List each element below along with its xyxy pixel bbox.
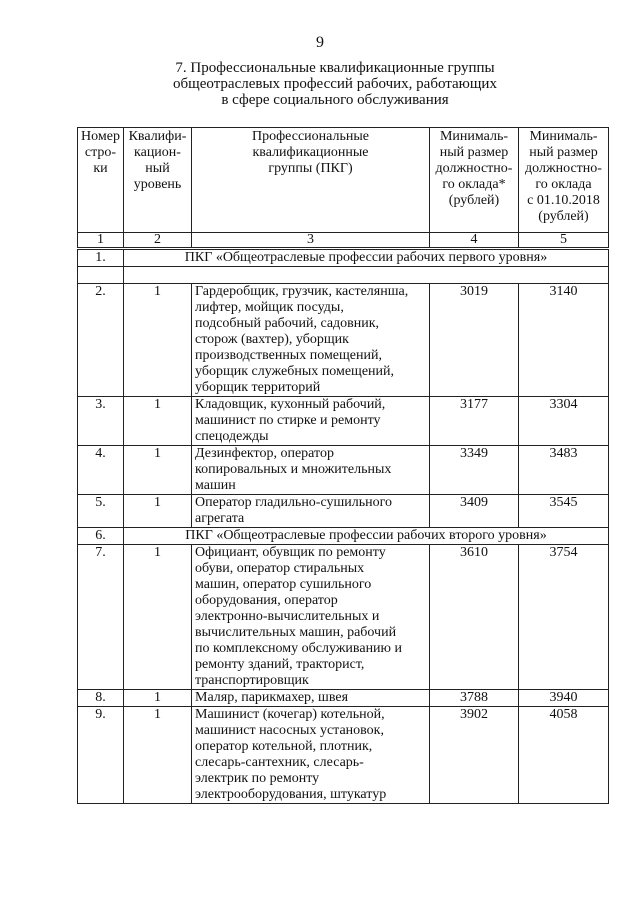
profession-line: электрик по ремонту [195,771,320,786]
profession-line: машин, оператор сушильного [195,577,372,592]
profession-list [192,690,430,707]
header-line: Профессиональные [252,129,369,144]
header-line: группы (ПКГ) [268,161,353,176]
profession-list [192,707,430,804]
column-header-row-number [78,128,124,233]
row-number: 5. [78,495,124,528]
header-line: Квалифи- [128,129,187,144]
profession-line: по комплексному обслуживанию и [195,641,402,656]
table-row [78,284,609,397]
header-line: квалификационные [252,145,369,160]
column-header-min-salary-2018 [519,128,609,233]
header-line: го оклада* [442,177,506,192]
spacer-cell [124,267,609,284]
header-line: кацион- [134,145,181,160]
table-row [78,545,609,690]
column-header-min-salary [430,128,519,233]
profession-line: Маляр, парикмахер, швея [195,690,349,705]
column-index: 4 [430,233,519,249]
section-title-line: 7. Профессиональные квалификационные группы [175,60,495,76]
profession-line: электронно-вычислительных и [195,609,380,624]
row-number: 2. [78,284,124,397]
profession-line: транспортировщик [195,673,309,688]
spacer-cell [78,267,124,284]
salary-table [77,127,609,804]
min-salary-2018: 3483 [519,446,609,495]
header-line: должностно- [525,161,602,176]
qualification-level: 1 [124,284,192,397]
profession-line: оборудования, оператор [195,593,338,608]
header-line: (рублей) [538,209,589,224]
profession-line: слесарь-сантехник, слесарь- [195,755,364,770]
min-salary: 3409 [430,495,519,528]
min-salary-2018: 3940 [519,690,609,707]
profession-line: сторож (вахтер), уборщик [195,332,349,347]
profession-list [192,446,430,495]
table-row [78,707,609,804]
header-line: ный размер [529,145,598,160]
profession-list [192,397,430,446]
qualification-level: 1 [124,446,192,495]
profession-line: производственных помещений, [195,348,382,363]
table-header-row [78,128,609,233]
table-row [78,446,609,495]
min-salary: 3019 [430,284,519,397]
header-line: (рублей) [448,193,500,208]
page-number: 9 [316,34,324,51]
profession-line: машинист по стирке и ремонту [195,413,381,428]
profession-line: копировальных и множительных [195,462,392,477]
profession-line: Дезинфектор, оператор [195,446,334,461]
header-line: Минималь- [529,129,598,144]
profession-line: подсобный рабочий, садовник, [195,316,380,331]
table-row [78,397,609,446]
profession-line: ремонту зданий, тракторист, [195,657,365,672]
group-title: ПКГ «Общеотраслевые профессии рабочих первого уровня» [124,249,609,267]
group-row [78,528,609,545]
profession-line: машин [195,478,236,493]
qualification-level: 1 [124,707,192,804]
profession-line: машинист насосных установок, [195,723,384,738]
min-salary-2018: 3545 [519,495,609,528]
min-salary-2018: 3304 [519,397,609,446]
profession-line: Официант, обувщик по ремонту [195,545,386,560]
profession-line: оператор котельной, плотник, [195,739,373,754]
section-title-line: общеотраслевых профессий рабочих, работающих [173,76,497,92]
qualification-level: 1 [124,397,192,446]
group-row [78,249,609,267]
header-line: Минималь- [439,129,509,144]
min-salary: 3902 [430,707,519,804]
qualification-level: 1 [124,545,192,690]
table-row [78,495,609,528]
header-line: должностно- [435,161,513,176]
min-salary: 3610 [430,545,519,690]
header-line: стро- [84,145,117,160]
profession-line: Гардеробщик, грузчик, кастелянша, [195,284,409,299]
column-index: 5 [519,233,609,249]
profession-list [192,284,430,397]
min-salary: 3177 [430,397,519,446]
profession-line: Кладовщик, кухонный рабочий, [195,397,386,412]
min-salary: 3788 [430,690,519,707]
group-title: ПКГ «Общеотраслевые профессии рабочих второго уровня» [124,528,609,545]
spacer-row [78,267,609,284]
min-salary-2018: 4058 [519,707,609,804]
table-body [78,249,609,804]
profession-line: Машинист (кочегар) котельной, [195,707,385,722]
header-line: Номер [81,129,120,144]
row-number: 6. [78,528,124,545]
row-number: 9. [78,707,124,804]
min-salary-2018: 3754 [519,545,609,690]
column-index-row [78,233,609,249]
header-line: ки [93,161,108,176]
profession-line: агрегата [195,511,245,526]
qualification-level: 1 [124,495,192,528]
row-number: 8. [78,690,124,707]
row-number: 3. [78,397,124,446]
profession-list [192,545,430,690]
profession-line: обуви, оператор стиральных [195,561,365,576]
profession-line: лифтер, мойщик посуды, [195,300,344,315]
column-header-qualification-level [124,128,192,233]
column-index: 1 [78,233,124,249]
row-number: 7. [78,545,124,690]
header-line: го оклада [535,177,592,192]
profession-line: электрооборудования, штукатур [195,787,387,802]
profession-line: уборщик территорий [195,380,321,395]
profession-line: уборщик служебных помещений, [195,364,395,379]
profession-line: спецодежды [195,429,269,444]
section-title [150,60,520,108]
min-salary-2018: 3140 [519,284,609,397]
header-line: ный размер [439,145,509,160]
section-title-line: в сфере социального обслуживания [221,92,449,108]
table-row [78,690,609,707]
row-number: 4. [78,446,124,495]
profession-list [192,495,430,528]
qualification-level: 1 [124,690,192,707]
header-line: ный [145,161,170,176]
column-index: 3 [192,233,430,249]
header-line: уровень [133,177,182,192]
row-number: 1. [78,249,124,267]
profession-line: вычислительных машин, рабочий [195,625,397,640]
profession-line: Оператор гладильно-сушильного [195,495,393,510]
column-header-professional-group [192,128,430,233]
header-line: с 01.10.2018 [527,193,600,208]
min-salary: 3349 [430,446,519,495]
column-index: 2 [124,233,192,249]
